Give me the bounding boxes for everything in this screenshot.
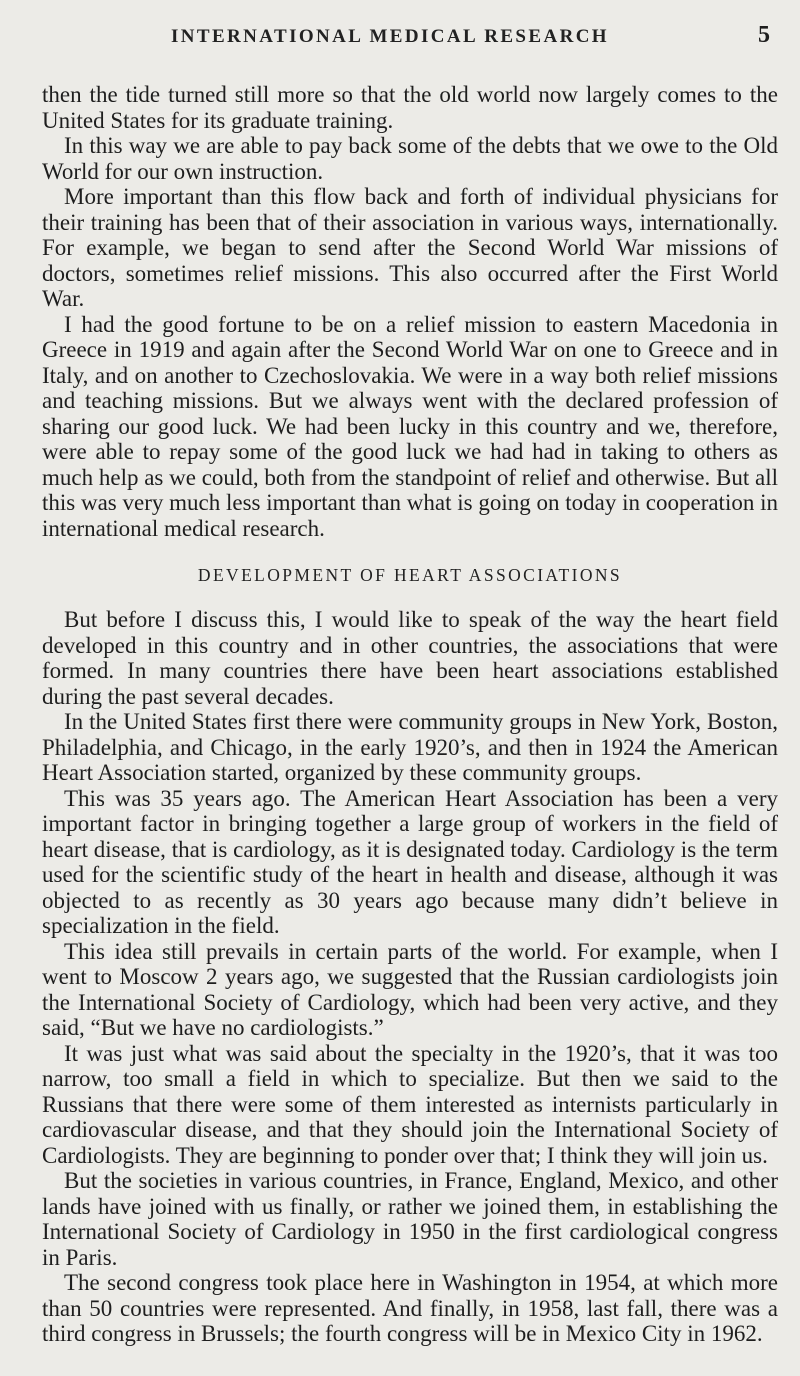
paragraph: In this way we are able to pay back some of the debts that we owe to the Old World for our own instruction. [42, 133, 778, 184]
paragraph: The second congress took place here in Washington in 1954, at which more than 50 countries were represented. And finally, in 1958, last fall, there was a third congress in Brussels; the fourth congress will be in Mexico City in 1962. [42, 1270, 778, 1346]
paragraph: More important than this flow back and forth of individual physicians for their training has been that of their association in various ways, internationally. For example, we began to send after the Second World War missions of doctors, sometimes relief missions. This also occurred after the First World War. [42, 184, 778, 311]
running-title: INTERNATIONAL MEDICAL RESEARCH [171, 26, 609, 47]
paragraph: then the tide turned still more so that the old world now largely comes to the United States for its graduate training. [42, 82, 778, 133]
paragraph: This was 35 years ago. The American Heart Association has been a very important factor in bringing together a large group of workers in the field of heart disease, that is cardiology, as it is designated today. Cardiology is the term used for the scientific study of the heart in health and disease, although it was objected to as recently as 30 years ago because many didn’t believe in specialization in the field. [42, 785, 778, 938]
section-heading: DEVELOPMENT OF HEART ASSOCIATIONS [197, 565, 623, 585]
paragraph: In the United States first there were community groups in New York, Boston, Philadelphia, and Chicago, in the early 1920’s, and then in 1924 the American Heart Association started, organized by these community groups. [42, 709, 778, 785]
running-header [42, 0, 778, 84]
page-number: 5 [758, 22, 770, 48]
paragraph: But before I discuss this, I would like to speak of the way the heart field developed in this country and in other countries, the associations that were formed. In many countries there have been heart associations established during the past several decades. [42, 607, 778, 709]
paragraph: This idea still prevails in certain parts of the world. For example, when I went to Moscow 2 years ago, we suggested that the Russian cardiologists join the International Society of Cardiology, which had been very active, and they said, “But we have no cardiologists.” [42, 938, 778, 1040]
paragraph: I had the good fortune to be on a relief mission to eastern Macedonia in Greece in 1919 and again after the Second World War on one to Greece and in Italy, and on another to Czechoslovakia. We were in a way both relief missions and teaching missions. But we always went with the declared profession of sharing our good luck. We had been lucky in this country and we, therefore, were able to repay some of the good luck we had had in taking to others as much help as we could, both from the standpoint of relief and otherwise. But all this was very much less important than what is going on today in cooperation in international medical research. [42, 311, 778, 541]
paragraph: It was just what was said about the specialty in the 1920’s, that it was too narrow, too small a field in which to specialize. But then we said to the Russians that there were some of them interested as internists particularly in cardiovascular disease, and that they should join the International Society of Cardiologists. They are beginning to ponder over that; I think they will join us. [42, 1040, 778, 1168]
body-text [42, 82, 778, 1347]
paragraph: But the societies in various countries, in France, England, Mexico, and other lands have joined with us finally, or rather we joined them, in establishing the International Society of Cardiology in 1950 in the first cardiological congress in Paris. [42, 1168, 778, 1270]
